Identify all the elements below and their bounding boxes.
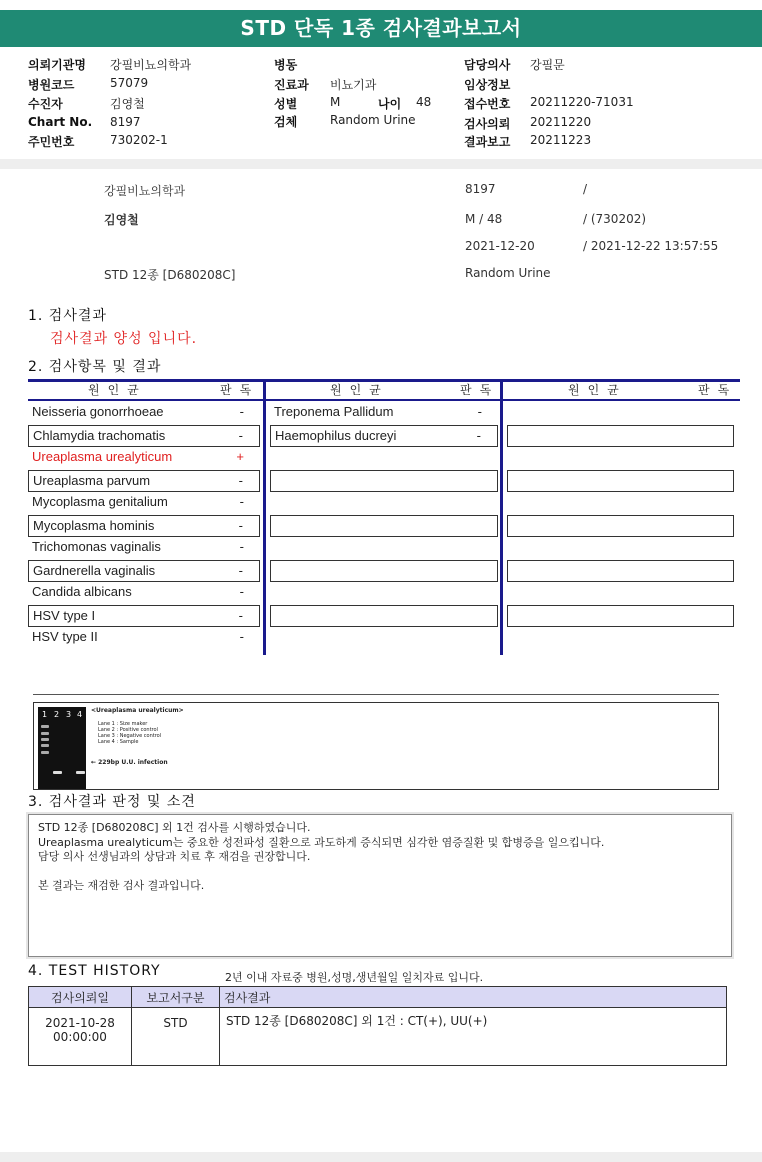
gel-annotation-text: 229bp U.U. infection bbox=[98, 759, 168, 766]
ladder-band bbox=[41, 732, 49, 735]
result-row bbox=[28, 515, 260, 537]
result-row bbox=[28, 537, 260, 559]
empty-row bbox=[270, 560, 498, 582]
empty-row bbox=[270, 470, 498, 492]
opinion-line: Ureaplasma urealyticum는 중요한 성전파성 질환으로 과도하게 증식되면 심각한 염증질환 및 합병증을 일으킵니다. bbox=[38, 835, 605, 849]
hospital-code-value: 57079 bbox=[110, 76, 149, 90]
pathogen-verdict: - bbox=[476, 428, 481, 443]
opinion-line: 담당 의사 선생님과의 상담과 치료 후 재검을 권장합니다. bbox=[38, 850, 311, 863]
summary-test: STD 12종 [D680208C] bbox=[104, 268, 236, 282]
summary-request-date: 2021-12-20 bbox=[465, 239, 535, 253]
opinion-box bbox=[28, 814, 732, 957]
gel-image bbox=[38, 707, 86, 789]
column-divider bbox=[500, 379, 503, 655]
result-row bbox=[28, 470, 260, 492]
header-divider bbox=[0, 159, 762, 169]
sex-value: M bbox=[330, 95, 341, 109]
pathogen-name: HSV type I bbox=[33, 608, 96, 623]
doctor-label: 담당의사 bbox=[464, 58, 511, 72]
dept-label: 진료과 bbox=[274, 78, 309, 92]
results-grid-header bbox=[28, 379, 740, 401]
result-row bbox=[28, 560, 260, 582]
gel-lane-label: Lane 4 : Sample bbox=[98, 739, 139, 745]
clinical-label: 임상정보 bbox=[464, 78, 511, 92]
history-header-date: 검사의뢰일 bbox=[29, 987, 132, 1008]
receipt-label: 접수번호 bbox=[464, 97, 511, 111]
summary-slash: / bbox=[583, 182, 588, 196]
chart-value: 8197 bbox=[110, 115, 141, 129]
ward-label: 병동 bbox=[274, 58, 298, 72]
table-row bbox=[29, 1008, 727, 1066]
specimen-value: Random Urine bbox=[330, 113, 416, 127]
empty-row bbox=[507, 425, 734, 447]
pathogen-verdict: - bbox=[239, 584, 244, 599]
resident-label: 주민번호 bbox=[28, 135, 75, 149]
hospital-code-label: 병원코드 bbox=[28, 78, 75, 92]
empty-row bbox=[507, 515, 734, 537]
section-divider bbox=[33, 694, 719, 695]
request-label: 검사의뢰 bbox=[464, 117, 511, 131]
pathogen-name: HSV type II bbox=[32, 629, 98, 644]
recipient-value: 김영철 bbox=[110, 97, 145, 111]
pathogen-verdict: - bbox=[239, 629, 244, 644]
result-row bbox=[270, 425, 498, 447]
lane-number: 4 bbox=[77, 710, 83, 719]
lane-number: 3 bbox=[66, 710, 72, 719]
ladder-band bbox=[41, 751, 49, 754]
pathogen-verdict: - bbox=[238, 608, 243, 623]
result-row-positive bbox=[28, 447, 260, 469]
doctor-value: 강필문 bbox=[530, 58, 565, 72]
history-type: STD bbox=[132, 1008, 220, 1066]
pathogen-name: Chlamydia trachomatis bbox=[33, 428, 166, 443]
gel-lane-label: Lane 3 : Negative control bbox=[98, 733, 162, 739]
summary-report-datetime: / 2021-12-22 13:57:55 bbox=[583, 239, 719, 253]
result-row bbox=[28, 582, 260, 604]
pathogen-verdict: - bbox=[238, 563, 243, 578]
pathogen-name: Haemophilus ducreyi bbox=[275, 428, 397, 443]
col3-verdict-header: 판독 bbox=[698, 383, 738, 397]
pathogen-name: Mycoplasma genitalium bbox=[32, 494, 168, 509]
gel-annotation: ← 229bp U.U. infection bbox=[91, 759, 168, 766]
gel-electrophoresis-figure bbox=[33, 702, 719, 790]
receipt-value: 20211220-71031 bbox=[530, 95, 634, 109]
gel-title: <Ureaplasma urealyticum> bbox=[91, 707, 184, 714]
pathogen-verdict: - bbox=[239, 404, 244, 419]
report-title: STD 단독 1종 검사결과보고서 bbox=[0, 10, 762, 47]
pathogen-verdict: + bbox=[236, 449, 244, 464]
history-table bbox=[28, 986, 727, 1066]
col2-verdict-header: 판독 bbox=[460, 383, 500, 397]
dept-value: 비뇨기과 bbox=[330, 78, 377, 92]
empty-row bbox=[270, 605, 498, 627]
patient-info bbox=[0, 50, 762, 158]
history-header-result: 검사결과 bbox=[220, 987, 727, 1008]
result-row bbox=[28, 627, 260, 649]
history-date: 2021-10-28 bbox=[45, 1016, 115, 1030]
summary-resident: / (730202) bbox=[583, 212, 647, 226]
pathogen-name: Ureaplasma parvum bbox=[33, 473, 151, 488]
sex-label: 성별 bbox=[274, 97, 298, 111]
chart-label: Chart No. bbox=[28, 115, 93, 129]
empty-row bbox=[507, 560, 734, 582]
gel-lane-label: Lane 1 : Size maker bbox=[98, 721, 148, 727]
section4-title: 4. TEST HISTORY bbox=[28, 963, 161, 979]
ladder-band bbox=[41, 738, 49, 741]
column-divider bbox=[263, 379, 266, 655]
history-note: 2년 이내 자료중 병원,성명,생년월일 일치자료 입니다. bbox=[225, 971, 484, 984]
col3-pathogen-header: 원인균 bbox=[568, 383, 627, 397]
lane-number: 2 bbox=[54, 710, 60, 719]
pathogen-name: Neisseria gonorrhoeae bbox=[32, 404, 164, 419]
result-row bbox=[28, 492, 260, 514]
hospital-value: 강필비뇨의학과 bbox=[110, 58, 192, 72]
recipient-label: 수진자 bbox=[28, 97, 63, 111]
pathogen-name: Mycoplasma hominis bbox=[33, 518, 155, 533]
positive-band bbox=[53, 771, 62, 774]
col2-pathogen-header: 원인균 bbox=[330, 383, 389, 397]
report-value: 20211223 bbox=[530, 133, 592, 147]
history-time: 00:00:00 bbox=[53, 1030, 107, 1044]
pathogen-name: Ureaplasma urealyticum bbox=[32, 449, 173, 464]
result-row bbox=[28, 425, 260, 447]
result-row bbox=[28, 402, 260, 424]
ladder-band bbox=[41, 725, 49, 728]
section1-title: 1. 검사결과 bbox=[28, 308, 107, 324]
col1-verdict-header: 판독 bbox=[220, 383, 260, 397]
col1-pathogen-header: 원인균 bbox=[88, 383, 147, 397]
history-header-type: 보고서구분 bbox=[132, 987, 220, 1008]
opinion-line: STD 12종 [D680208C] 외 1건 검사를 시행하였습니다. bbox=[38, 821, 311, 834]
resident-value: 730202-1 bbox=[110, 133, 168, 147]
age-label: 나이 bbox=[378, 97, 402, 111]
history-date-cell bbox=[29, 1008, 132, 1066]
result-row bbox=[270, 402, 498, 424]
pathogen-name: Gardnerella vaginalis bbox=[33, 563, 156, 578]
report-label: 결과보고 bbox=[464, 135, 511, 149]
result-row bbox=[28, 605, 260, 627]
pathogen-verdict: - bbox=[239, 539, 244, 554]
specimen-label: 검체 bbox=[274, 115, 298, 129]
pathogen-name: Candida albicans bbox=[32, 584, 132, 599]
empty-row bbox=[270, 515, 498, 537]
section2-title: 2. 검사항목 및 결과 bbox=[28, 359, 162, 375]
request-value: 20211220 bbox=[530, 115, 592, 129]
lane-number: 1 bbox=[42, 710, 48, 719]
pathogen-verdict: - bbox=[238, 518, 243, 533]
summary-chart: 8197 bbox=[465, 182, 496, 196]
summary-name: 김영철 bbox=[104, 213, 139, 227]
age-value: 48 bbox=[416, 95, 432, 109]
summary-hospital: 강필비뇨의학과 bbox=[104, 184, 186, 198]
history-result: STD 12종 [D680208C] 외 1건 : CT(+), UU(+) bbox=[220, 1008, 727, 1066]
opinion-line bbox=[38, 865, 722, 880]
empty-row bbox=[507, 605, 734, 627]
summary-specimen: Random Urine bbox=[465, 266, 551, 280]
ladder-band bbox=[41, 744, 49, 747]
opinion-line: 본 결과는 재검한 검사 결과입니다. bbox=[38, 879, 205, 892]
footer-bar bbox=[0, 1152, 762, 1162]
summary-sex-age: M / 48 bbox=[465, 212, 503, 226]
empty-row bbox=[507, 470, 734, 492]
section3-title: 3. 검사결과 판정 및 소견 bbox=[28, 794, 196, 810]
pathogen-verdict: - bbox=[239, 494, 244, 509]
hospital-label: 의뢰기관명 bbox=[28, 58, 86, 72]
pathogen-verdict: - bbox=[238, 428, 243, 443]
pathogen-verdict: - bbox=[238, 473, 243, 488]
pathogen-name: Trichomonas vaginalis bbox=[32, 539, 161, 554]
pathogen-verdict: - bbox=[477, 404, 482, 419]
overall-result: 검사결과 양성 입니다. bbox=[50, 331, 198, 347]
pathogen-name: Treponema Pallidum bbox=[274, 404, 394, 419]
sample-band bbox=[76, 771, 85, 774]
gel-lane-label: Lane 2 : Positive control bbox=[98, 727, 158, 733]
